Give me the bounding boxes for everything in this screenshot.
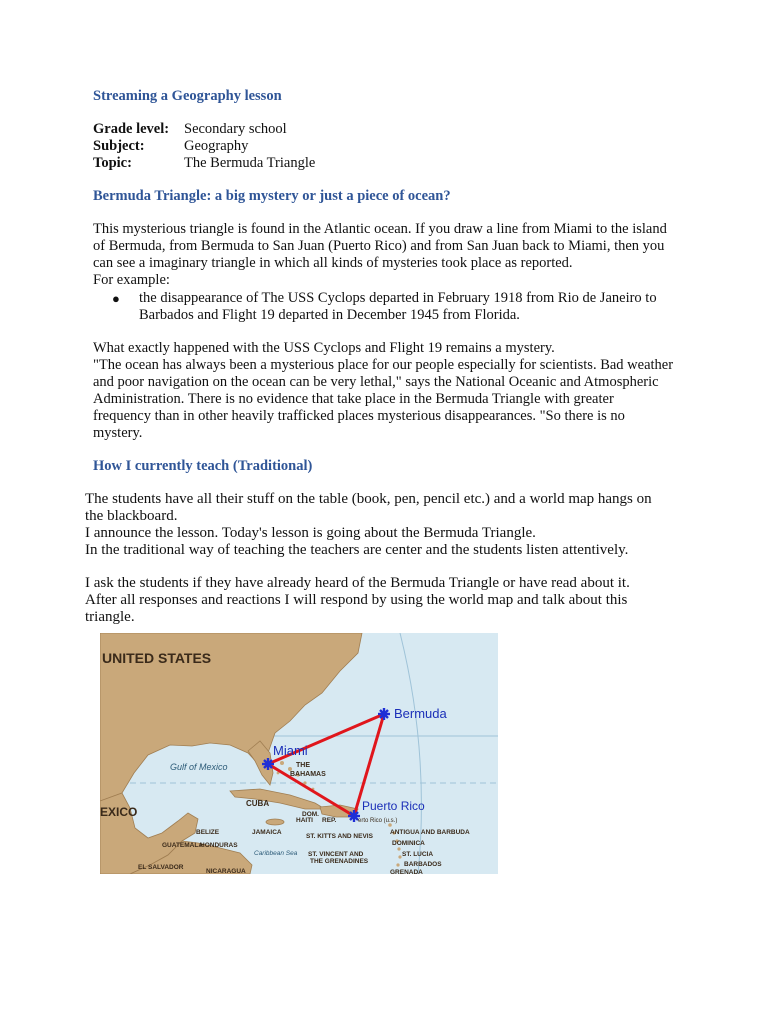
teach-paragraph bbox=[85, 491, 685, 559]
section-heading-traditional: How I currently teach (Traditional) bbox=[93, 458, 313, 474]
intro-paragraph bbox=[93, 221, 683, 289]
mystery-paragraph bbox=[93, 340, 683, 442]
label-el-salvador: EL SALVADOR bbox=[138, 864, 184, 871]
label-barbados: BARBADOS bbox=[404, 861, 442, 868]
label-dom: DOM. bbox=[302, 811, 319, 818]
label-antigua: ANTIGUA AND BARBUDA bbox=[390, 829, 470, 836]
text-line: the disappearance of The USS Cyclops departed in February 1918 from Rio de Janeiro to bbox=[139, 290, 657, 306]
meta-row-subject bbox=[93, 138, 315, 155]
bullet-icon: ● bbox=[112, 291, 120, 306]
jamaica-land bbox=[266, 819, 284, 825]
text-line: For example: bbox=[93, 272, 170, 288]
text-line: Barbados and Flight 19 departed in December 1945 from Florida. bbox=[139, 307, 520, 323]
label-cuba: CUBA bbox=[246, 799, 270, 808]
text-line: "The ocean has always been a mysterious place for our people especially for scientists. Bad weather bbox=[93, 357, 674, 373]
label-bermuda: Bermuda bbox=[394, 706, 447, 721]
text-line: I announce the lesson. Today's lesson is going about the Bermuda Triangle. bbox=[85, 525, 536, 541]
label-belize: BELIZE bbox=[196, 829, 220, 836]
text-line: I ask the students if they have already heard of the Bermuda Triangle or have read about it. bbox=[85, 575, 630, 591]
meta-row-grade bbox=[93, 121, 315, 138]
label-dominica: DOMINICA bbox=[392, 840, 425, 847]
bermuda-triangle-map bbox=[100, 633, 498, 874]
meta-value: Secondary school bbox=[184, 121, 287, 137]
label-nicaragua: NICARAGUA bbox=[206, 868, 246, 874]
text-line: mystery. bbox=[93, 425, 143, 441]
text-line: and poor navigation on the ocean can be very lethal," says the National Oceanic and Atmospheric bbox=[93, 374, 659, 390]
text-line: can see a imaginary triangle in which all kinds of mysteries took place as reported. bbox=[93, 255, 573, 271]
label-puerto-rico: Puerto Rico bbox=[362, 799, 425, 813]
meta-row-topic bbox=[93, 155, 315, 172]
text-line: of Bermuda, from Bermuda to San Juan (Puerto Rico) and from San Juan back to Miami, then you bbox=[93, 238, 665, 254]
lesson-title: Streaming a Geography lesson bbox=[93, 88, 282, 104]
label-gulf-of-mexico: Gulf of Mexico bbox=[170, 762, 228, 772]
text-line: triangle. bbox=[85, 609, 135, 625]
label-st-lucia: ST. LUCIA bbox=[402, 851, 434, 858]
text-line: In the traditional way of teaching the teachers are center and the students listen attentively. bbox=[85, 542, 629, 558]
text-line: The students have all their stuff on the table (book, pen, pencil etc.) and a world map hangs on bbox=[85, 491, 652, 507]
ask-paragraph bbox=[85, 575, 685, 626]
text-line: the blackboard. bbox=[85, 508, 178, 524]
meta-label: Topic: bbox=[93, 155, 132, 171]
meta-value: Geography bbox=[184, 138, 249, 154]
meta-label: Grade level: bbox=[93, 121, 170, 137]
meta-value: The Bermuda Triangle bbox=[184, 155, 316, 171]
label-grenada: GRENADA bbox=[390, 869, 423, 874]
label-st-kitts: ST. KITTS AND NEVIS bbox=[306, 833, 373, 840]
label-st-vincent-1: ST. VINCENT AND bbox=[308, 851, 364, 858]
label-jamaica: JAMAICA bbox=[252, 829, 282, 836]
label-bahamas-1: THE bbox=[296, 762, 310, 769]
text-line: This mysterious triangle is found in the Atlantic ocean. If you draw a line from Miami to the island bbox=[93, 221, 667, 237]
text-line: frequency than in other heavily trafficked places mysterious disappearances. "So there is no bbox=[93, 408, 625, 424]
label-honduras: HONDURAS bbox=[200, 842, 238, 849]
label-haiti: HAITI bbox=[296, 817, 313, 824]
text-line: What exactly happened with the USS Cyclops and Flight 19 remains a mystery. bbox=[93, 340, 555, 356]
meta-label: Subject: bbox=[93, 138, 145, 154]
label-dom-rep: REP. bbox=[322, 817, 337, 824]
lesson-meta bbox=[93, 121, 315, 172]
label-st-vincent-2: THE GRENADINES bbox=[310, 858, 369, 865]
label-caribbean-sea: Caribbean Sea bbox=[254, 850, 298, 857]
text-line: After all responses and reactions I will respond by using the world map and talk about this bbox=[85, 592, 628, 608]
bullet-text bbox=[139, 290, 679, 324]
label-united-states: UNITED STATES bbox=[102, 650, 212, 666]
section-heading-bermuda: Bermuda Triangle: a big mystery or just a piece of ocean? bbox=[93, 188, 451, 204]
label-puerto-rico-small: erto Rico (u.s.) bbox=[358, 818, 398, 824]
label-miami: Miami bbox=[273, 743, 308, 758]
map-svg bbox=[100, 633, 498, 874]
text-line: Administration. There is no evidence that take place in the Bermuda Triangle with greater bbox=[93, 391, 614, 407]
label-mexico: EXICO bbox=[100, 805, 138, 819]
label-guatemala: GUATEMALA bbox=[162, 842, 204, 849]
label-bahamas-2: BAHAMAS bbox=[290, 771, 326, 778]
